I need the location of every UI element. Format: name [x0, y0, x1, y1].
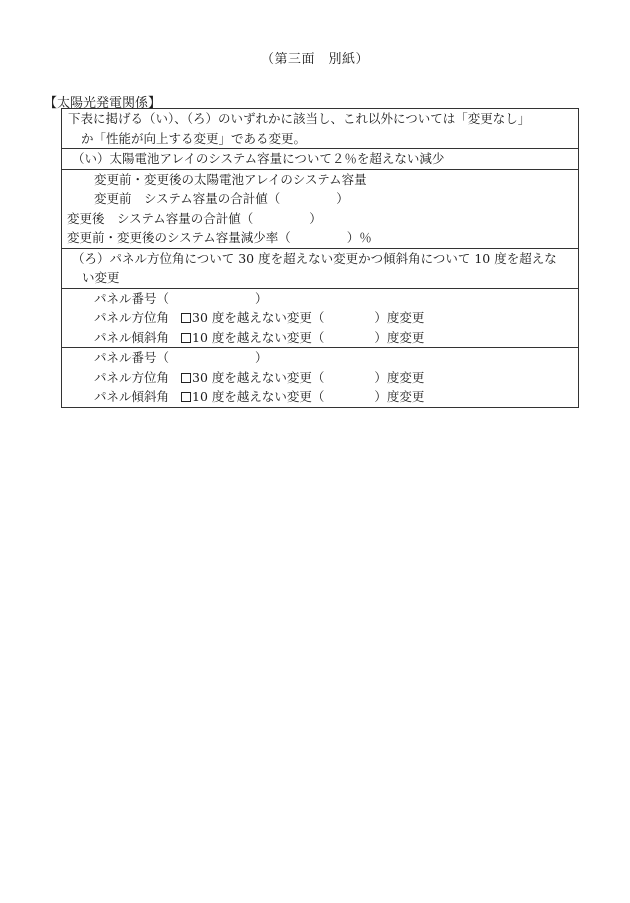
section-i-title-block: [62, 148, 578, 169]
tilt-checkbox[interactable]: [181, 392, 191, 402]
capacity-before-close: ）: [336, 191, 349, 206]
azimuth-checkbox[interactable]: [181, 313, 191, 323]
panel-group-2: [62, 347, 578, 407]
panel-group-1: [62, 288, 578, 348]
panel-number-label: パネル番号（: [94, 350, 170, 365]
capacity-after-label: 変更後 システム容量の合計値（: [67, 210, 254, 226]
reduction-rate-close: ）％: [346, 230, 372, 245]
azimuth-label: パネル方位角: [94, 310, 170, 325]
intro-line-2: か「性能が向上する変更」である変更。: [81, 130, 307, 146]
section-heading: 【太陽光発電関係】: [44, 96, 162, 111]
tilt-row: [62, 387, 578, 407]
tilt-label: パネル傾斜角: [94, 389, 170, 404]
tilt-close: ）度変更: [374, 389, 425, 404]
section-i-row-3: [62, 209, 578, 229]
section-ro-title-line-1: （ろ）パネル方位角について 30 度を超えない変更かつ傾斜角について 10 度を超えな: [72, 250, 557, 266]
reduction-rate-label: 変更前・変更後のシステム容量減少率（: [67, 230, 291, 245]
intro-line-1: 下表に掲げる（い）、（ろ）のいずれかに該当し、これ以外については「変更なし」: [68, 111, 531, 126]
panel-number-close: ）: [255, 350, 268, 365]
tilt-text: 10 度を越えない変更（: [192, 389, 325, 404]
tilt-text: 10 度を越えない変更（: [192, 329, 325, 345]
page-title: （第三面 別紙）: [260, 52, 369, 67]
tilt-row: [62, 328, 578, 348]
section-i-row-2: [62, 189, 578, 209]
panel-number-label: パネル番号（: [94, 290, 170, 306]
azimuth-close: ）度変更: [374, 310, 425, 325]
section-ro-title-block: [62, 248, 578, 288]
azimuth-label: パネル方位角: [94, 369, 170, 385]
section-i-row-4: [62, 228, 578, 248]
section-i-body: [62, 169, 578, 248]
form-table: [61, 108, 579, 408]
azimuth-row: [62, 368, 578, 388]
panel-number-close: ）: [255, 290, 268, 306]
tilt-close: ）度変更: [374, 329, 425, 345]
intro-block: [62, 109, 578, 148]
azimuth-checkbox[interactable]: [181, 373, 191, 383]
panel-number-row: [62, 348, 578, 368]
azimuth-text: 30 度を越えない変更（: [192, 310, 325, 325]
azimuth-row: [62, 308, 578, 328]
tilt-label: パネル傾斜角: [94, 329, 170, 345]
azimuth-text: 30 度を越えない変更（: [192, 369, 325, 385]
capacity-after-close: ）: [309, 210, 322, 226]
section-ro-title-line-2: い変更: [82, 270, 120, 285]
capacity-before-label: 変更前 システム容量の合計値（: [94, 191, 281, 206]
section-i-title: （い）太陽電池アレイのシステム容量について２％を超えない減少: [72, 151, 445, 166]
panel-number-row: [62, 289, 578, 309]
tilt-checkbox[interactable]: [181, 333, 191, 343]
azimuth-close: ）度変更: [374, 369, 425, 385]
section-i-row-1: 変更前・変更後の太陽電池アレイのシステム容量: [94, 171, 367, 187]
